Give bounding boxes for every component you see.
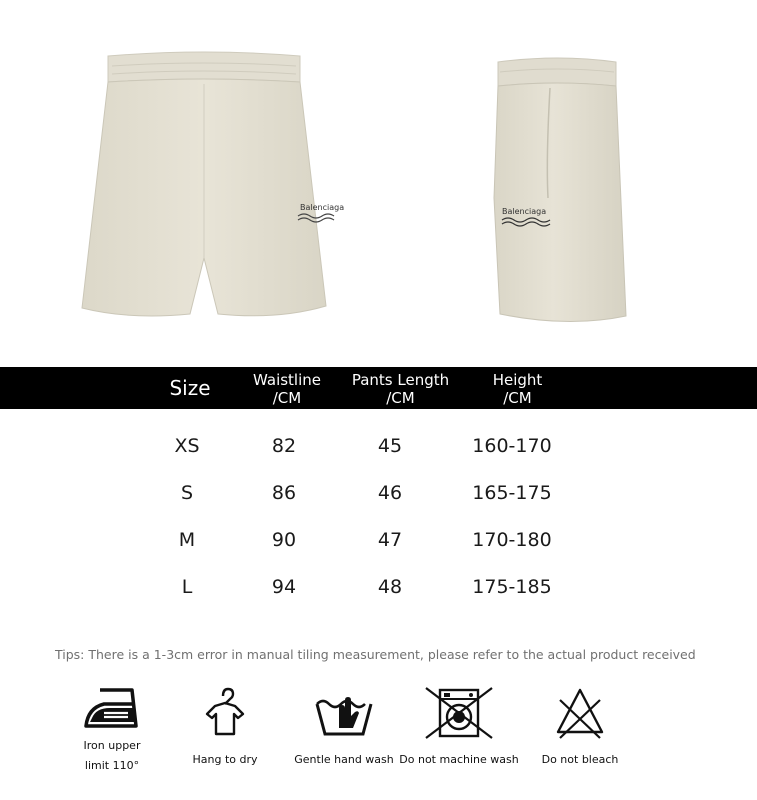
header-waistline [243, 371, 331, 407]
care-hand-wash-label: Gentle hand wash [294, 753, 394, 766]
care-iron-label-line1: Iron upper [83, 739, 141, 752]
cell-height: 165-175 [472, 482, 552, 504]
table-row [0, 431, 757, 461]
table-row [0, 478, 757, 508]
cell-height: 170-180 [472, 529, 552, 551]
cell-pants-length: 47 [377, 529, 403, 551]
no-machine-wash-icon [424, 686, 494, 740]
cell-size: M [178, 529, 196, 551]
care-item-hand-wash [292, 686, 396, 770]
measurement-tips: Tips: There is a 1-3cm error in manual tiling measurement, please refer to the actual product received [55, 647, 696, 662]
hand-wash-icon [313, 686, 375, 740]
header-size: Size [169, 376, 211, 400]
iron-icon [82, 686, 142, 732]
svg-text:Balenciaga: Balenciaga [300, 203, 345, 212]
cell-size: XS [174, 435, 200, 457]
care-item-hang-dry [186, 686, 264, 770]
cell-waistline: 94 [271, 576, 297, 598]
header-pants-length-label: Pants Length [351, 371, 450, 389]
size-table-header [0, 367, 757, 409]
shorts-side-image [488, 48, 633, 328]
care-item-no-machine-wash [398, 686, 520, 770]
care-item-iron [74, 686, 150, 776]
care-iron-label [74, 736, 150, 776]
cell-pants-length: 46 [377, 482, 403, 504]
care-iron-label-line2: limit 110° [84, 759, 140, 772]
cell-size: L [181, 576, 193, 598]
hang-dry-icon [203, 686, 247, 740]
cell-height: 160-170 [472, 435, 552, 457]
cell-pants-length: 45 [377, 435, 403, 457]
cell-waistline: 90 [271, 529, 297, 551]
cell-waistline: 82 [271, 435, 297, 457]
care-item-no-bleach [538, 686, 622, 770]
header-height-label: Height [492, 371, 543, 389]
header-height-unit: /CM [503, 389, 532, 407]
care-no-bleach-label: Do not bleach [541, 753, 619, 766]
table-row [0, 525, 757, 555]
header-waistline-label: Waistline [253, 371, 321, 389]
shorts-front-image [78, 48, 345, 328]
header-pants-length-unit: /CM [386, 389, 415, 407]
header-pants-length [343, 371, 458, 407]
no-bleach-icon [555, 686, 605, 740]
cell-waistline: 86 [271, 482, 297, 504]
svg-text:Balenciaga: Balenciaga [502, 207, 547, 216]
cell-height: 175-185 [472, 576, 552, 598]
care-hang-label: Hang to dry [192, 753, 258, 766]
header-waistline-unit: /CM [272, 389, 302, 407]
cell-size: S [180, 482, 194, 504]
header-height [480, 371, 555, 407]
care-no-machine-label: Do not machine wash [399, 753, 519, 766]
table-row [0, 572, 757, 602]
cell-pants-length: 48 [377, 576, 403, 598]
